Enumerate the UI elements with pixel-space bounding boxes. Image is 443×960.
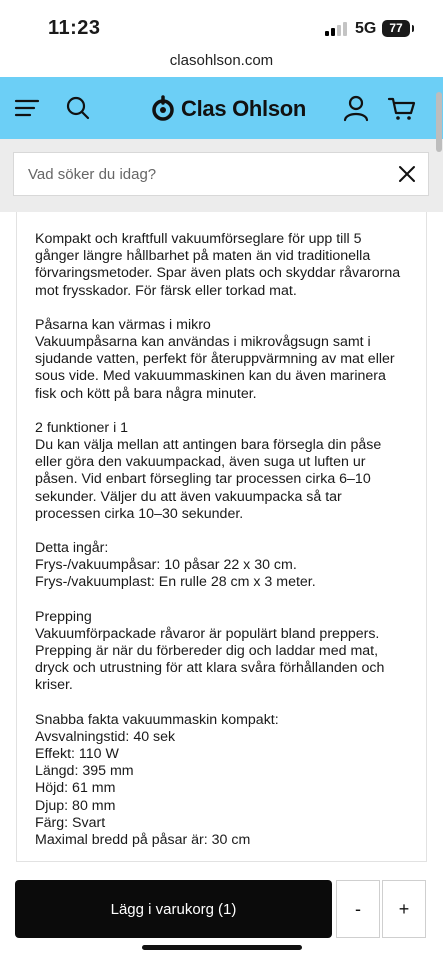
user-icon [340, 92, 372, 124]
page-scrollbar[interactable] [436, 92, 442, 152]
hamburger-menu-icon [12, 92, 44, 124]
network-type: 5G [355, 20, 377, 37]
search-panel [0, 139, 443, 212]
close-search-button[interactable] [398, 165, 416, 183]
site-header [0, 77, 443, 139]
logo-text: Clas Ohlson [181, 96, 307, 121]
search-box [13, 152, 429, 196]
description-paragraph: Påsarna kan värmas i mikro Vakuumpåsarna kan användas i mikrovågsugn samt i sjudande vatten, perfekt för återuppvärmning av mat eller sous vide. Med vakuummaskinen kan du även marinera fisk och kött på bara några minuter. [35, 316, 395, 402]
url-text: clasohlson.com [169, 52, 274, 69]
search-button[interactable] [62, 92, 94, 124]
add-to-cart-button[interactable] [15, 880, 332, 938]
description-paragraph: Kompakt och kraftfull vakuumförseglare för upp till 5 gånger längre hållbarhet på maten än vid traditionella förvaringsmetoder. Spar även plats och skyddar råvarorna mot frysskador. För färsk eller torkad mat. [35, 231, 401, 299]
battery-icon: 77 [382, 20, 410, 37]
account-button[interactable] [340, 92, 372, 124]
description-paragraph: Prepping Vakuumförpackade råvaror är populärt bland preppers. Prepping är när du förbereder dig och laddar med mat, dryck och utrustning för att klara svåra förhållanden och kriser. [35, 608, 385, 694]
cart-icon [386, 92, 418, 124]
search-input[interactable] [14, 153, 384, 195]
product-description [17, 212, 426, 849]
add-to-cart-label: Lägg i varukorg [110, 900, 215, 918]
description-paragraph: Snabba fakta vakuummaskin kompakt: Avsvalningstid: 40 sek Effekt: 110 W Längd: 395 mm Höjd: 61 mm Djup: 80 mm Färg: Svart Maximal bredd på påsar är: 30 cm [35, 711, 279, 849]
home-indicator [142, 945, 302, 950]
decrease-quantity-button[interactable]: - [336, 880, 380, 938]
cart-button[interactable] [386, 92, 418, 124]
clas-ohlson-logo[interactable] [150, 94, 306, 124]
cart-quantity-count: (1) [218, 900, 237, 918]
product-description-panel [16, 212, 427, 862]
increase-quantity-button[interactable]: + [382, 880, 426, 938]
description-paragraph: 2 funktioner i 1 Du kan välja mellan att antingen bara försegla din påse eller göra den vakuumpackad, även suga ut luften ur påsen. Vid enbart försegling tar processen cirka 6–10 sekunder. Väljer du att även vakuumpacka så tar processen cirka 10–30 sekunder. [35, 419, 382, 522]
url-bar[interactable] [0, 50, 443, 76]
status-time: 11:23 [48, 17, 101, 39]
description-paragraph: Detta ingår: Frys-/vakuumpåsar: 10 påsar 22 x 30 cm. Frys-/vakuumplast: En rulle 28 cm x 3 meter. [35, 540, 316, 591]
add-to-cart-bar [0, 868, 443, 960]
close-icon [398, 165, 416, 183]
search-icon [62, 92, 94, 124]
logo-mark-icon [150, 95, 176, 123]
status-bar [0, 0, 443, 50]
menu-button[interactable] [12, 92, 44, 124]
signal-icon [325, 22, 347, 36]
